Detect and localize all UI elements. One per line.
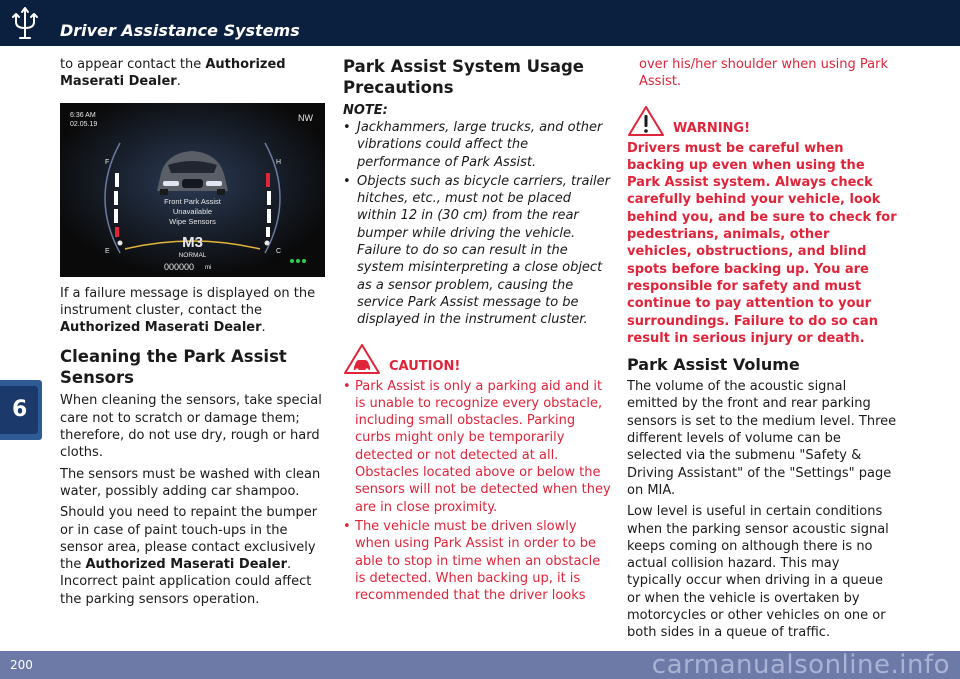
cleaning-p3-text: Should you need to repaint the bumper or in case of paint touch-ups in the sensor area, please contact exclusively the <box>60 505 318 573</box>
cleaning-heading: Cleaning the Park Assist Sensors <box>60 347 287 388</box>
cluster-message-line1: Front Park Assist <box>164 196 221 206</box>
page-footer <box>0 651 960 679</box>
cluster-fuel-full: F <box>105 158 110 166</box>
note-label: NOTE: <box>343 103 388 118</box>
page-title: Driver Assistance Systems <box>60 21 300 40</box>
caution-header <box>343 343 611 375</box>
cluster-odometer-unit: mi <box>205 264 212 271</box>
failure-suffix: . <box>261 320 266 336</box>
note-list <box>343 119 611 329</box>
cluster-compass: NW <box>298 112 313 123</box>
trident-logo-icon <box>10 6 40 40</box>
instrument-cluster-image <box>60 103 325 277</box>
failure-dealer: Authorized Maserati Dealer <box>60 320 262 336</box>
cluster-temp-hot: H <box>276 158 282 166</box>
warning-label: WARNING! <box>673 120 751 136</box>
page-number: 200 <box>10 658 33 672</box>
cluster-temp-cold: C <box>276 247 282 255</box>
volume-paragraph-1: The volume of the acoustic signal emitted by the front and rear parking sensors is set to the medium level. Three different levels of volume can be selected via the submenu "Safety & Driving Assistant" of the "Settings" page on MIA. <box>627 379 897 498</box>
column-right <box>627 56 897 646</box>
chapter-tab <box>0 380 42 440</box>
cleaning-paragraph-3 <box>60 504 328 608</box>
failure-text: If a failure message is displayed on the instrument cluster, contact the <box>60 285 316 318</box>
caution-label: CAUTION! <box>389 358 461 374</box>
note-item: • Objects such as bicycle carriers, trailer hitches, etc., must not be placed within 12 in (30 cm) from the rear bumper while driving the vehicle. Failure to do so can result in the system misinterpreting a close object as a sensor problem, causing the service Park Assist message to be displayed in the instrument cluster. <box>343 173 611 329</box>
warning-header <box>627 105 897 137</box>
failure-paragraph <box>60 285 328 337</box>
intro-suffix: . <box>176 74 181 90</box>
cluster-fuel-empty: E <box>105 247 110 255</box>
column-left <box>60 56 328 612</box>
cleaning-paragraph-2: The sensors must be washed with clean water, possibly adding car shampoo. <box>60 466 321 499</box>
cluster-message-line2: Unavailable <box>172 206 213 216</box>
caution-item: • Park Assist is only a parking aid and it is unable to recognize every obstacle, including small obstacles. Parking curbs might only be temporarily detected or not detected at all. Obstacles located above or below the sensors will not be detected when they are in close proximity. <box>343 378 611 516</box>
cluster-message-line3: Wipe Sensors <box>169 216 216 226</box>
cluster-odometer: 000000 <box>164 261 195 272</box>
caution-item: • The vehicle must be driven slowly when using Park Assist in order to be able to stop in time when an obstacle is detected. When backing up, it is recommended that the driver looks <box>343 518 611 604</box>
chapter-number: 6 <box>12 397 28 422</box>
cleaning-paragraph-1: When cleaning the sensors, take special care not to scratch or damage them; therefore, do not use dry, rough or hard cloths. <box>60 393 322 461</box>
note-item: • Jackhammers, large trucks, and other vibrations could affect the performance of Park Assist. <box>343 119 611 171</box>
cleaning-p3-dealer: Authorized Maserati Dealer <box>85 557 287 573</box>
volume-paragraph-2: Low level is useful in certain conditions when the parking sensor acoustic signal keeps coming on although there is no actual collision hazard. This may typically occur when driving in a queue or when the vehicle is overtaken by motorcycles or other vehicles on one or both sides in a queue of traffic. <box>627 504 889 641</box>
cluster-date: 02.05.19 <box>70 120 98 128</box>
volume-heading: Park Assist Volume <box>627 355 800 375</box>
precautions-heading: Park Assist System Usage Precautions <box>343 57 584 97</box>
page-header <box>0 0 960 46</box>
intro-dealer: Authorized Maserati Dealer <box>60 57 286 90</box>
chapter-tab-inner <box>0 386 38 434</box>
warning-text: Drivers must be careful when backing up even when using the Park Assist system. Always check carefully behind your vehicle, look behind you, and be sure to check for pedestrians, animals, other vehicles, obstructions, and blind spots before backing up. You are responsible for safety and must continue to pay attention to your surroundings. Failure to do so can result in serious injury or death. <box>627 140 897 346</box>
caution-car-icon <box>343 343 381 375</box>
warning-triangle-icon <box>627 105 665 137</box>
column-middle <box>343 56 611 606</box>
cleaning-p3-suffix: . Incorrect paint application could affect the parking sensors operation. <box>60 557 312 607</box>
watermark: carmanualsonline.info <box>651 650 950 679</box>
intro-text: to appear contact the <box>60 57 206 72</box>
cluster-time: 6:36 AM <box>70 111 96 119</box>
intro-paragraph <box>60 56 328 91</box>
caution-list <box>343 378 611 605</box>
cluster-drive-mode: NORMAL <box>178 251 207 259</box>
caution-continuation: over his/her shoulder when using Park Assist. <box>639 57 888 90</box>
cluster-gear: M3 <box>182 233 203 251</box>
